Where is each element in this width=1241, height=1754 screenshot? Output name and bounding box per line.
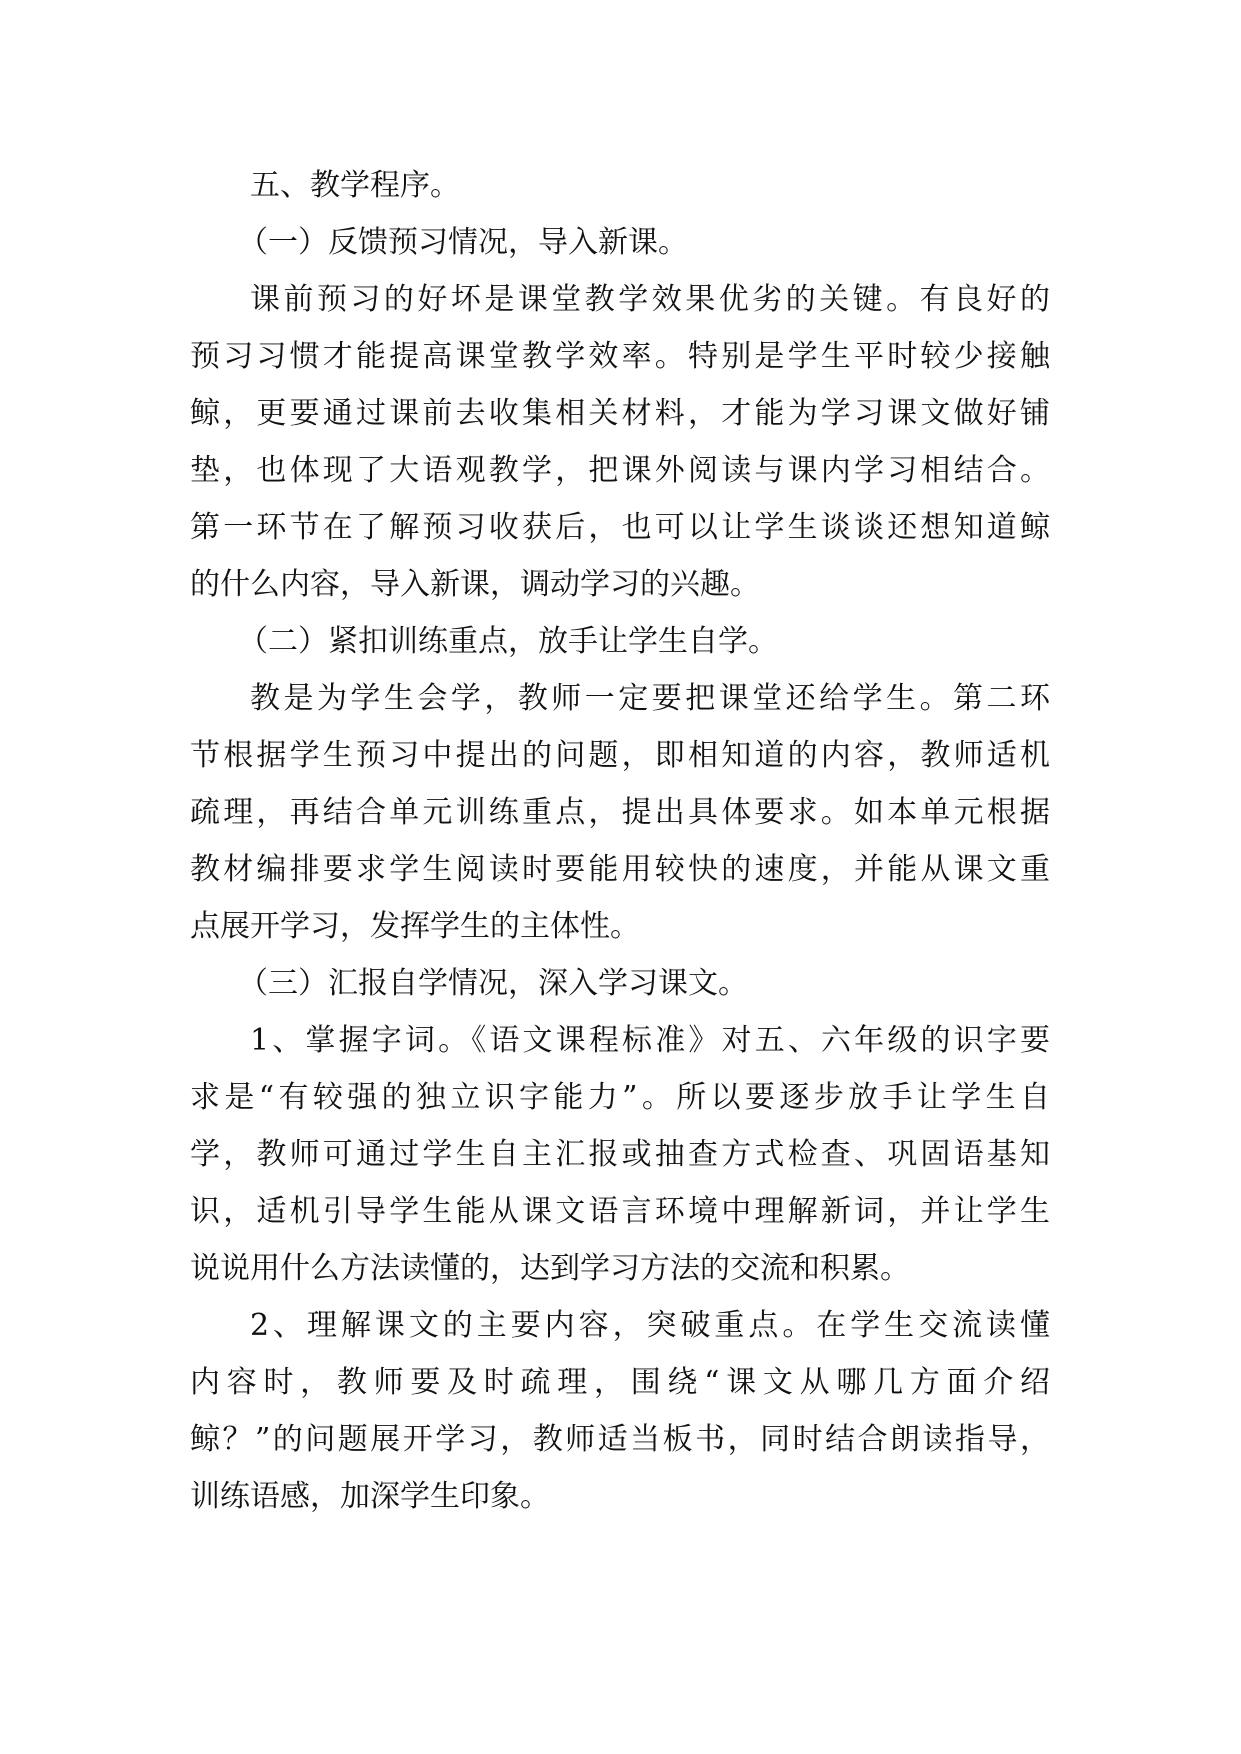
paragraph-line: 第一环节在了解预习收获后，也可以让学生谈谈还想知道鲸 xyxy=(190,510,1050,545)
paragraph-line: 点展开学习，发挥学生的主体性。 xyxy=(190,909,640,944)
paragraph-line: 教是为学生会学，教师一定要把课堂还给学生。第二环 xyxy=(250,681,1050,716)
paragraph-line: 课前预习的好坏是课堂教学效果优劣的关键。有良好的 xyxy=(250,282,1050,317)
paragraph-line: 垫，也体现了大语观教学，把课外阅读与课内学习相结合。 xyxy=(190,453,1050,488)
paragraph-line: 的什么内容，导入新课，调动学习的兴趣。 xyxy=(190,567,760,602)
section-heading: 五、教学程序。 xyxy=(250,168,460,203)
paragraph-line: 教材编排要求学生阅读时要能用较快的速度，并能从课文重 xyxy=(190,852,1050,887)
paragraph-line: 识，适机引导学生能从课文语言环境中理解新词，并让学生 xyxy=(190,1194,1050,1229)
paragraph-line: 说说用什么方法读懂的，达到学习方法的交流和积累。 xyxy=(190,1251,910,1286)
subsection-heading: （三）汇报自学情况，深入学习课文。 xyxy=(238,966,748,1001)
subsection-heading: （一）反馈预习情况，导入新课。 xyxy=(238,225,688,260)
paragraph-line: 训练语感，加深学生印象。 xyxy=(190,1479,550,1514)
paragraph-line: 求是“有较强的独立识字能力”。所以要逐步放手让学生自 xyxy=(190,1080,1050,1115)
paragraph-line: 鲸？”的问题展开学习，教师适当板书，同时结合朗读指导， xyxy=(190,1422,1050,1457)
paragraph-line: 节根据学生预习中提出的问题，即相知道的内容，教师适机 xyxy=(190,738,1050,773)
paragraph-line: 1、掌握字词。《语文课程标准》对五、六年级的识字要 xyxy=(250,1023,1050,1058)
document-body xyxy=(190,157,1050,1525)
paragraph-line: 2、理解课文的主要内容，突破重点。在学生交流读懂 xyxy=(250,1308,1050,1343)
paragraph-line: 鲸，更要通过课前去收集相关材料，才能为学习课文做好铺 xyxy=(190,396,1050,431)
paragraph-line: 学，教师可通过学生自主汇报或抽查方式检查、巩固语基知 xyxy=(190,1137,1050,1172)
paragraph-line: 内容时，教师要及时疏理，围绕“课文从哪几方面介绍 xyxy=(190,1365,1050,1400)
subsection-heading: （二）紧扣训练重点，放手让学生自学。 xyxy=(238,624,778,659)
paragraph-line: 疏理，再结合单元训练重点，提出具体要求。如本单元根据 xyxy=(190,795,1050,830)
paragraph-line: 预习习惯才能提高课堂教学效率。特别是学生平时较少接触 xyxy=(190,339,1050,374)
